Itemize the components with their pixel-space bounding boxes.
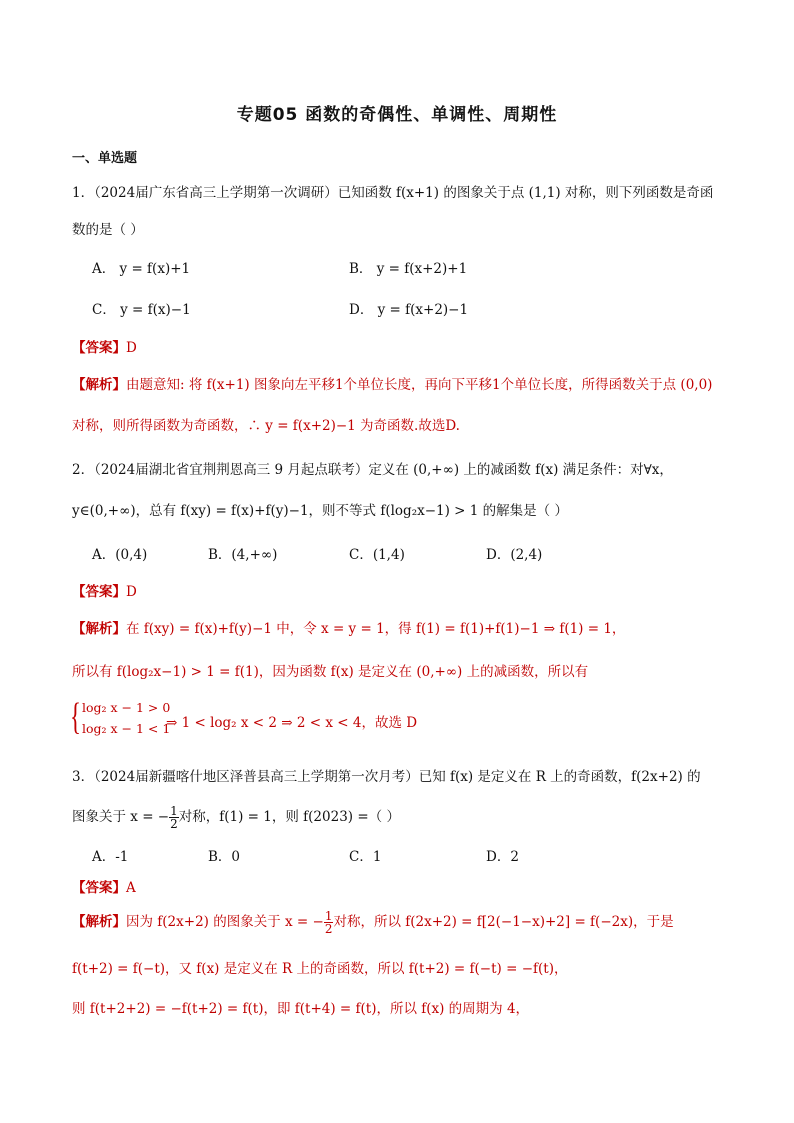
q2-option-a: A．(0,4) (92, 547, 148, 563)
q3-analysis-line1 (72, 910, 674, 935)
q1-answer (72, 336, 137, 356)
q3-option-a: A．-1 (92, 849, 129, 865)
q2-system-bottom: log₂ x − 1 < 1 (82, 721, 171, 736)
answer-tag: 【答案】 (72, 584, 126, 600)
q2-option-c: C．(1,4) (349, 547, 405, 563)
fraction-denominator: 2 (170, 817, 178, 831)
answer-tag: 【答案】 (72, 880, 126, 896)
q2-system-conclusion: ⇒ 1 < log₂ x < 2 ⇒ 2 < x < 4，故选 D (166, 715, 418, 731)
q3-analysis-text1b: 对称，所以 f(2x+2) = f[2(−1−x)+2] = f(−2x)，于是 (333, 914, 674, 930)
q1-option-d: D． y = f(x+2)−1 (349, 302, 469, 318)
page-title: 专题05 函数的奇偶性、单调性、周期性 (236, 105, 558, 125)
q1-analysis-text1: 由题意知: 将 f(x+1) 图象向左平移1个单位长度，再向下平移1个单位长度，所得函数关于点 (0,0) (126, 377, 713, 393)
q1-option-a: A． y = f(x)+1 (92, 261, 191, 277)
q3-stem-line2 (72, 805, 400, 830)
q2-option-b: B．(4,+∞) (208, 547, 278, 563)
q3-fraction (169, 805, 179, 830)
q2-analysis-text1: 在 f(xy) = f(x)+f(y)−1 中，令 x = y = 1，得 f(1) = f(1)+f(1)−1 ⇒ f(1) = 1， (126, 621, 626, 637)
q2-analysis-line2: 所以有 f(log₂x−1) > 1 = f(1)，因为函数 f(x) 是定义在 (0,+∞) 上的减函数，所以有 (72, 664, 589, 680)
q1-analysis-line2: 对称，则所得函数为奇函数，∴ y = f(x+2)−1 为奇函数.故选D. (72, 418, 460, 434)
fraction-numerator: 1 (170, 804, 178, 818)
q2-stem-line2: y∈(0,+∞)，总有 f(xy) = f(x)+f(y)−1，则不等式 f(log₂x−1) > 1 的解集是（ ） (72, 503, 568, 519)
fraction-numerator: 1 (324, 909, 333, 923)
fraction-denominator: 2 (324, 922, 333, 936)
q2-answer (72, 580, 137, 600)
q2-answer-value: D (126, 584, 137, 600)
q1-analysis-line1 (72, 373, 712, 393)
q1-stem-line1: 1．（2024届广东省高三上学期第一次调研）已知函数 f(x+1) 的图象关于点 (1,1) 对称，则下列函数是奇函 (72, 185, 714, 201)
q2-stem-line1: 2．（2024届湖北省宜荆荆恩高三 9 月起点联考）定义在 (0,+∞) 上的减函数 f(x) 满足条件：对∀x， (72, 462, 673, 478)
q3-option-d: D．2 (486, 849, 519, 865)
q3-answer-value: A (126, 880, 136, 896)
q2-option-d: D．(2,4) (486, 547, 543, 563)
q3-analysis-text1a: 因为 f(2x+2) 的图象关于 x = − (126, 914, 324, 930)
q3-stem-line2-start: 图象关于 x = − (72, 809, 170, 825)
q3-stem-line1: 3．（2024届新疆喀什地区泽普县高三上学期第一次月考）已知 f(x) 是定义在 R 上的奇函数，f(2x+2) 的 (72, 769, 701, 785)
analysis-tag: 【解析】 (72, 914, 126, 930)
q3-analysis-line2: f(t+2) = f(−t)，又 f(x) 是定义在 R 上的奇函数，所以 f(t+2) = f(−t) = −f(t)， (72, 961, 568, 977)
q3-analysis-line3: 则 f(t+2+2) = −f(t+2) = f(t)，即 f(t+4) = f(t)，所以 f(x) 的周期为 4， (72, 1001, 530, 1017)
q2-analysis-line1 (72, 617, 625, 637)
q1-answer-value: D (126, 340, 137, 356)
answer-tag: 【答案】 (72, 340, 126, 356)
q3-option-b: B．0 (208, 849, 241, 865)
analysis-tag: 【解析】 (72, 621, 126, 637)
q3-stem-line2-end: 对称，f(1) = 1，则 f(2023) =（ ） (178, 809, 400, 825)
analysis-tag: 【解析】 (72, 377, 126, 393)
q3-option-c: C．1 (349, 849, 382, 865)
q1-option-b: B． y = f(x+2)+1 (349, 261, 468, 277)
q2-system-top: log₂ x − 1 > 0 (82, 700, 171, 715)
q1-stem-line2: 数的是（ ） (72, 222, 144, 238)
q1-option-c: C． y = f(x)−1 (92, 302, 191, 318)
system-brace: { (70, 696, 81, 738)
section-heading: 一、单选题 (72, 151, 138, 166)
q3-answer (72, 876, 136, 896)
